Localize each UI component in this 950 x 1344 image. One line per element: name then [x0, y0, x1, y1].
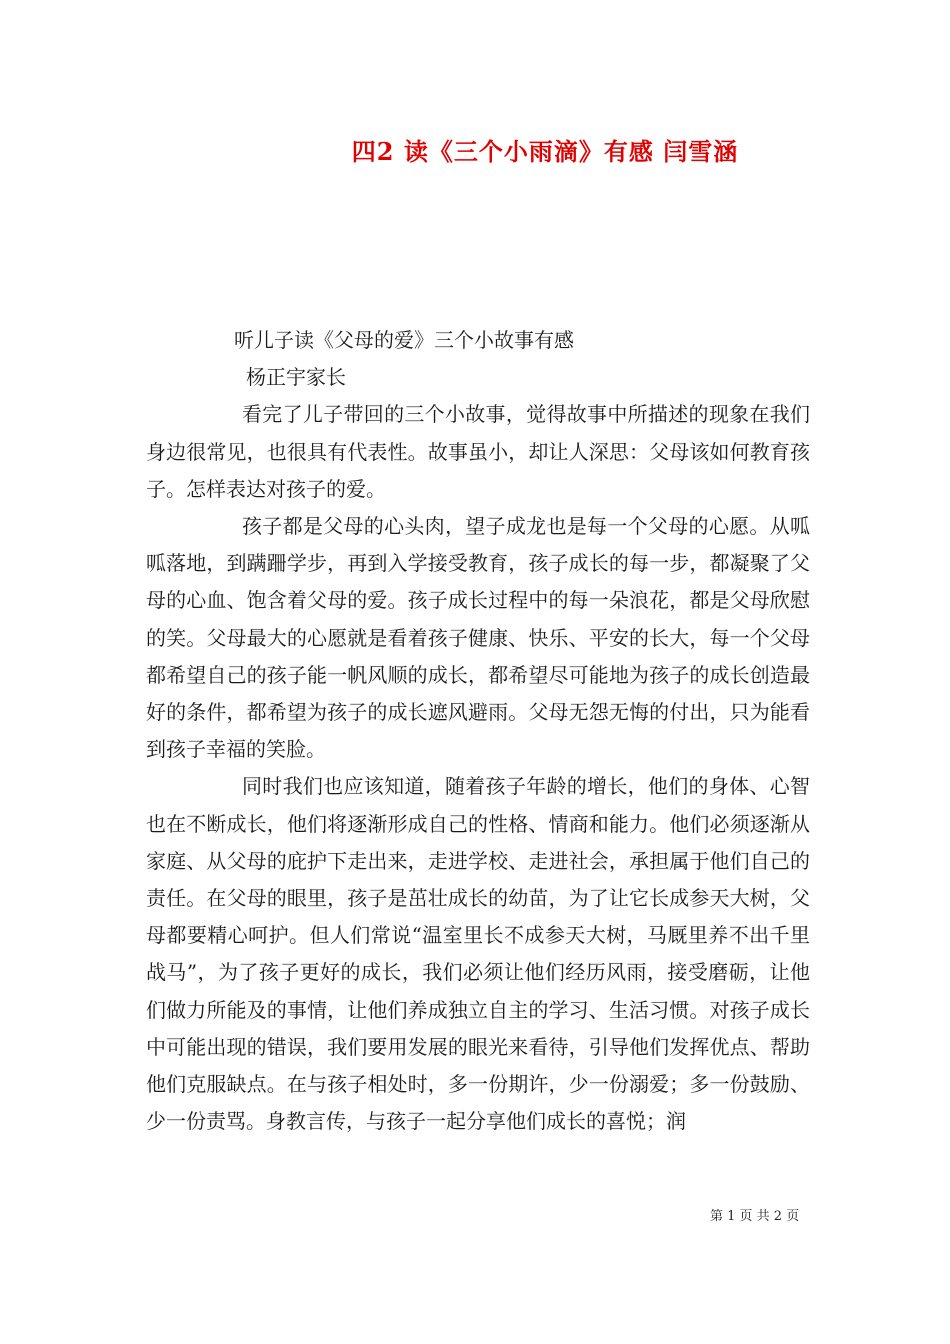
document-title: 四2 读《三个小雨滴》有感 闫雪涵	[351, 137, 739, 166]
paragraph-2: 孩子都是父母的心头肉，望子成龙也是每一个父母的心愿。从呱呱落地，到蹒跚学步，再到入学接受教育，孩子成长的每一步，都凝聚了父母的心血、饱含着父母的爱。孩子成长过程中的每一朵浪花，都是父母欣慰的笑。父母最大的心愿就是看着孩子健康、快乐、平安的长大，每一个父母都希望自己的孩子能一帆风顺的成长，都希望尽可能地为孩子的成长创造最好的条件，都希望为孩子的成长遮风避雨。父母无怨无悔的付出，只为能看到孩子幸福的笑脸。	[146, 514, 810, 762]
article-body	[146, 322, 810, 1140]
article-subtitle: 听儿子读《父母的爱》三个小故事有感	[234, 328, 574, 352]
page-number-indicator: 第 1 页 共 2 页	[710, 1209, 800, 1224]
paragraph-3: 同时我们也应该知道，随着孩子年龄的增长，他们的身体、心智也在不断成长，他们将逐渐形成自己的性格、情商和能力。他们必须逐渐从家庭、从父母的庇护下走出来，走进学校、走进社会，承担属于他们自己的责任。在父母的眼里，孩子是茁壮成长的幼苗，为了让它长成参天大树，父母都要精心呵护。但人们常说“温室里长不成参天大树，马厩里养不出千里战马”，为了孩子更好的成长，我们必须让他们经历风雨，接受磨砺，让他们做力所能及的事情，让他们养成独立自主的学习、生活习惯。对孩子成长中可能出现的错误，我们要用发展的眼光来看待，引导他们发挥优点、帮助他们克服缺点。在与孩子相处时，多一份期许，少一份溺爱；多一份鼓励、少一份责骂。身教言传，与孩子一起分享他们成长的喜悦；润	[146, 774, 810, 1134]
paragraph-1: 看完了儿子带回的三个小故事，觉得故事中所描述的现象在我们身边很常见，也很具有代表性。故事虽小，却让人深思：父母该如何教育孩子。怎样表达对孩子的爱。	[146, 402, 810, 501]
article-author: 杨正宇家长	[246, 365, 346, 390]
